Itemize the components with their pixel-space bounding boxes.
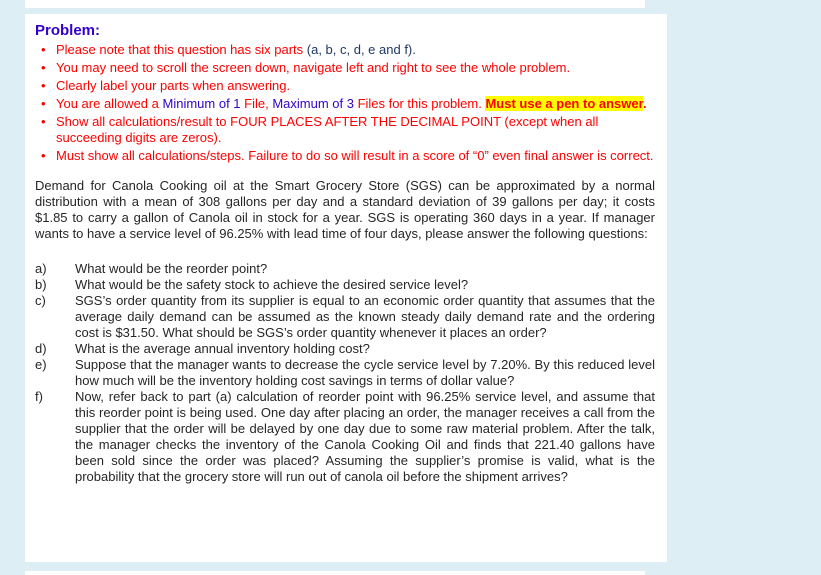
question-item: [35, 341, 655, 357]
instruction-text-segment: You may need to scroll the screen down, navigate left and right to see the whole problem.: [56, 60, 571, 75]
instruction-item: [35, 148, 655, 164]
instruction-text-segment: Clearly label your parts when answering.: [56, 78, 291, 93]
problem-heading: Problem:: [35, 22, 101, 39]
instruction-text-segment: Files for this problem.: [353, 96, 486, 111]
instruction-text-segment: You are allowed a: [56, 96, 163, 111]
instruction-text-segment: Show all calculations/result to FOUR PLACES AFTER THE DECIMAL POINT (except when all succeeding digits are zeros).: [56, 114, 599, 145]
instruction-item: [35, 78, 655, 94]
instruction-item: [35, 42, 655, 58]
next-card-edge: [25, 571, 645, 575]
question-item: [35, 261, 655, 277]
problem-card: [25, 14, 667, 562]
question-label: e): [35, 357, 47, 372]
question-list: [35, 261, 655, 485]
question-text: What would be the safety stock to achieve the desired service level?: [75, 277, 469, 292]
question-text: Suppose that the manager wants to decrease the cycle service level by 7.20%. By this reduced level how much will be the inventory holding cost savings in terms of dollar value?: [75, 357, 655, 388]
instruction-text-segment: Must show all calculations/steps. Failure to do so will result in a score of “0” even final answer is correct.: [56, 148, 654, 163]
question-item: [35, 357, 655, 389]
question-item: [35, 389, 655, 485]
instruction-item: [35, 114, 655, 146]
question-item: [35, 293, 655, 341]
instruction-item: [35, 60, 655, 76]
question-text: Now, refer back to part (a) calculation of reorder point with 96.25% service level, and assume that this reorder point is being used. One day after placing an order, the manager receives a call from the supplier that the order will be delayed by one day due to some raw material problem. After the talk, the manager checks the inventory of the Canola Cooking Oil and finds that 221.40 gallons have been sold since the order was placed? Assuming the supplier’s promise is valid, what is the probability that the grocery store will run out of canola oil before the shipment arrives?: [75, 389, 655, 484]
problem-statement: Demand for Canola Cooking oil at the Smart Grocery Store (SGS) can be approximated by a normal distribution with a mean of 308 gallons per day and a standard deviation of 39 gallons per day; it costs $1.85 to carry a gallon of Canola oil in stock for a year. SGS is operating 360 days in a year. If manager wants to have a service level of 96.25% with lead time of four days, please answer the following questions:: [35, 178, 655, 241]
instruction-item: [35, 96, 655, 112]
question-text: SGS’s order quantity from its supplier is equal to an economic order quantity that assumes that the average daily demand can be assumed as the known steady daily demand rate and the ordering cost is $31.50. What should be SGS’s order quantity whenever it places an order?: [75, 293, 655, 340]
previous-card-edge: [25, 0, 645, 8]
question-item: [35, 277, 655, 293]
question-label: c): [35, 293, 46, 308]
instructions-list: [35, 42, 655, 164]
instruction-text-segment: Must use a pen to answer: [485, 96, 643, 111]
question-text: What would be the reorder point?: [75, 261, 268, 276]
question-label: f): [35, 389, 43, 404]
instruction-text-segment: Please note that this question has six parts: [56, 42, 307, 57]
instruction-text-segment: Minimum of 1: [162, 96, 241, 111]
instruction-text-segment: (a, b, c, d, e and f).: [306, 42, 416, 57]
question-label: a): [35, 261, 47, 276]
question-label: d): [35, 341, 47, 356]
instruction-text-segment: File,: [240, 96, 273, 111]
question-label: b): [35, 277, 47, 292]
instruction-text-segment: .: [642, 96, 647, 111]
instruction-text-segment: Maximum of 3: [272, 96, 354, 111]
question-text: What is the average annual inventory holding cost?: [75, 341, 370, 356]
